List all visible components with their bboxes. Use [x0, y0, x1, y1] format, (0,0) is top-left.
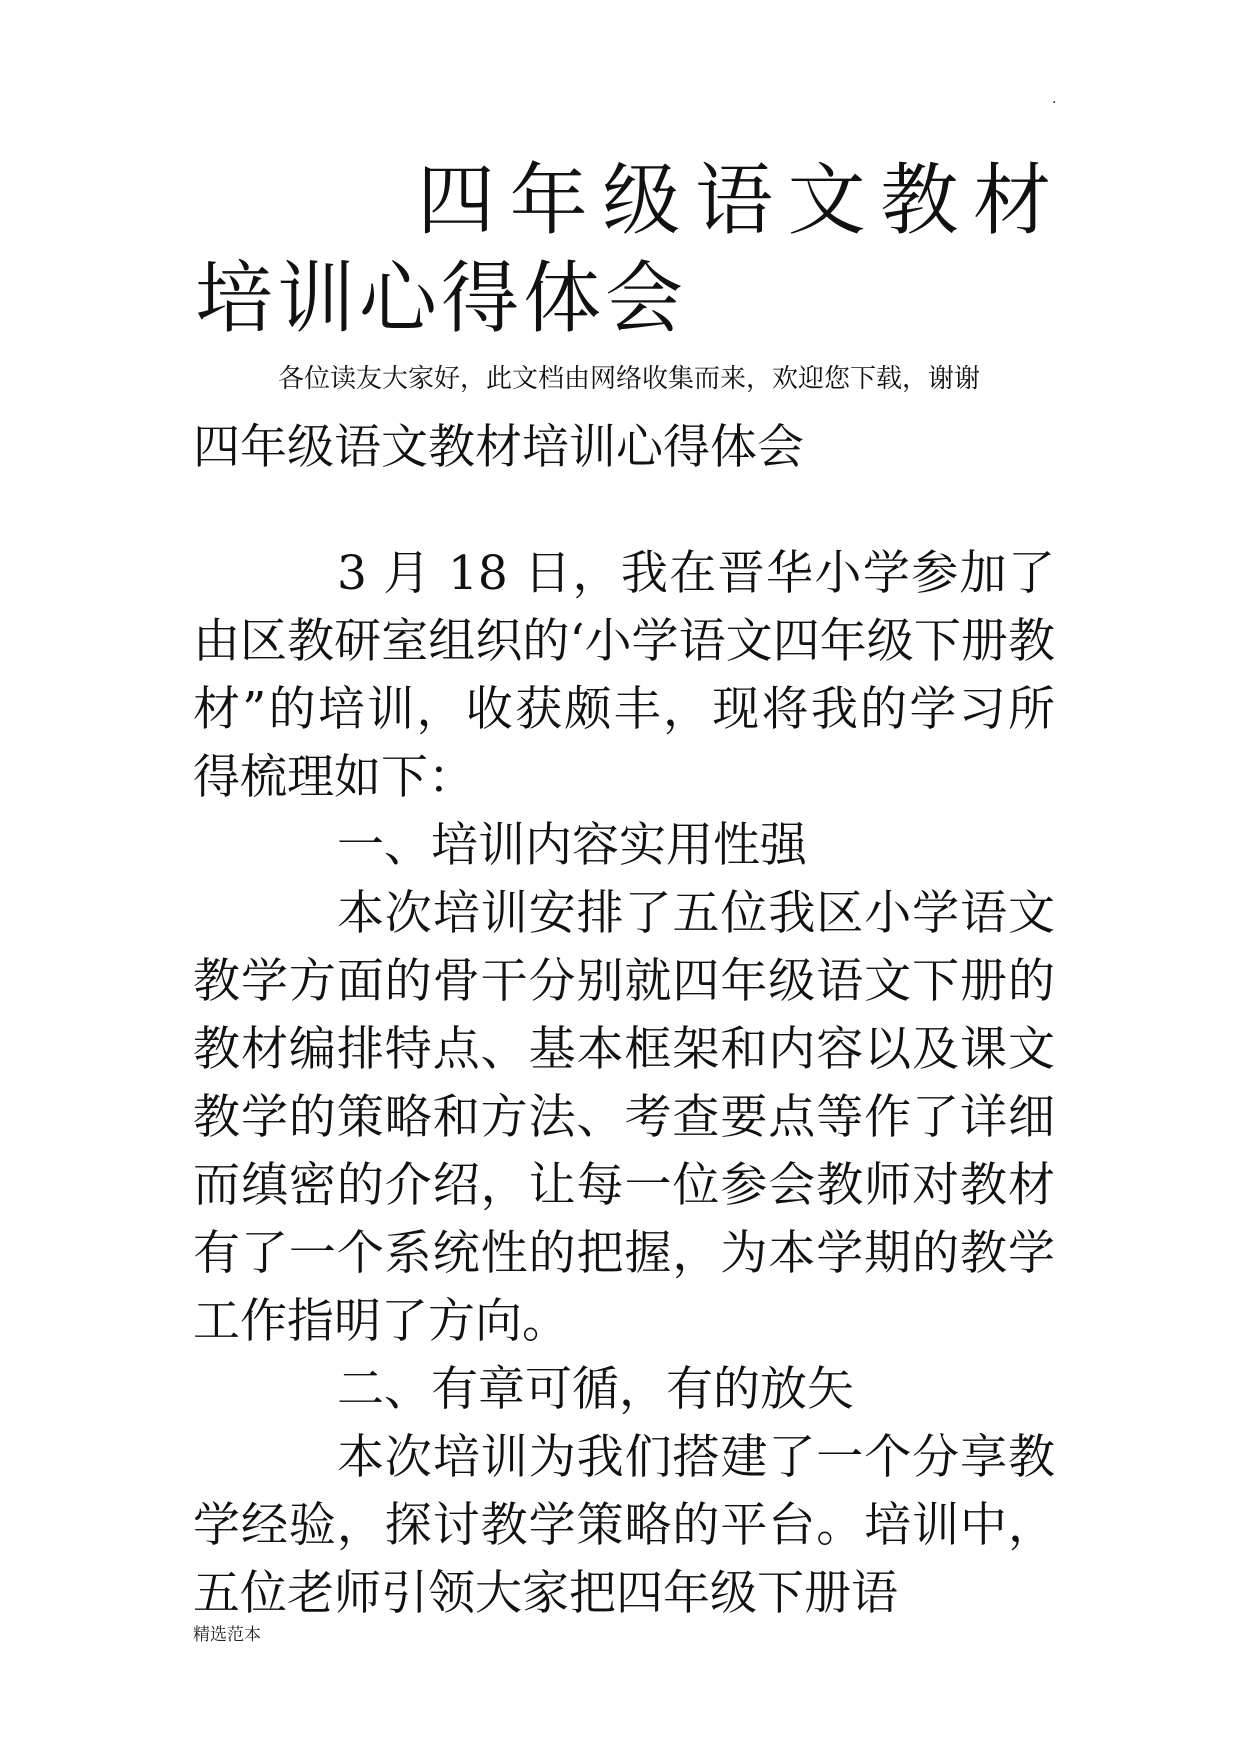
paragraph: 本次培训为我们搭建了一个分享教学经验，探讨教学策略的平台。培训中，五位老师引领大家把四年级下册语 — [193, 1430, 1055, 1621]
section-heading: 一、培训内容实用性强 — [337, 818, 807, 873]
document-title: 四年级语文教材培训心得体会 — [195, 156, 1055, 344]
intro-line: 各位读友大家好，此文档由网络收集而来，欢迎您下载，谢谢 — [278, 364, 981, 394]
paragraph: 3 月 18 日，我在晋华小学参加了由区教研室组织的‘小学语文四年级下册教材”的培训，收获颇丰，现将我的学习所得梳理如下： — [193, 546, 1055, 805]
document-subtitle: 四年级语文教材培训心得体会 — [193, 420, 804, 475]
paragraph: 本次培训安排了五位我区小学语文教学方面的骨干分别就四年级语文下册的教材编排特点、基本框架和内容以及课文教学的策略和方法、考查要点等作了详细而缜密的介绍，让每一位参会教师对教材有了一个系统性的把握，为本学期的教学工作指明了方向。 — [193, 886, 1055, 1349]
footer-label: 精选范本 — [193, 1625, 261, 1645]
body-text — [193, 540, 1055, 1628]
corner-mark: . — [1052, 91, 1057, 107]
section-heading: 二、有章可循，有的放矢 — [337, 1362, 854, 1417]
